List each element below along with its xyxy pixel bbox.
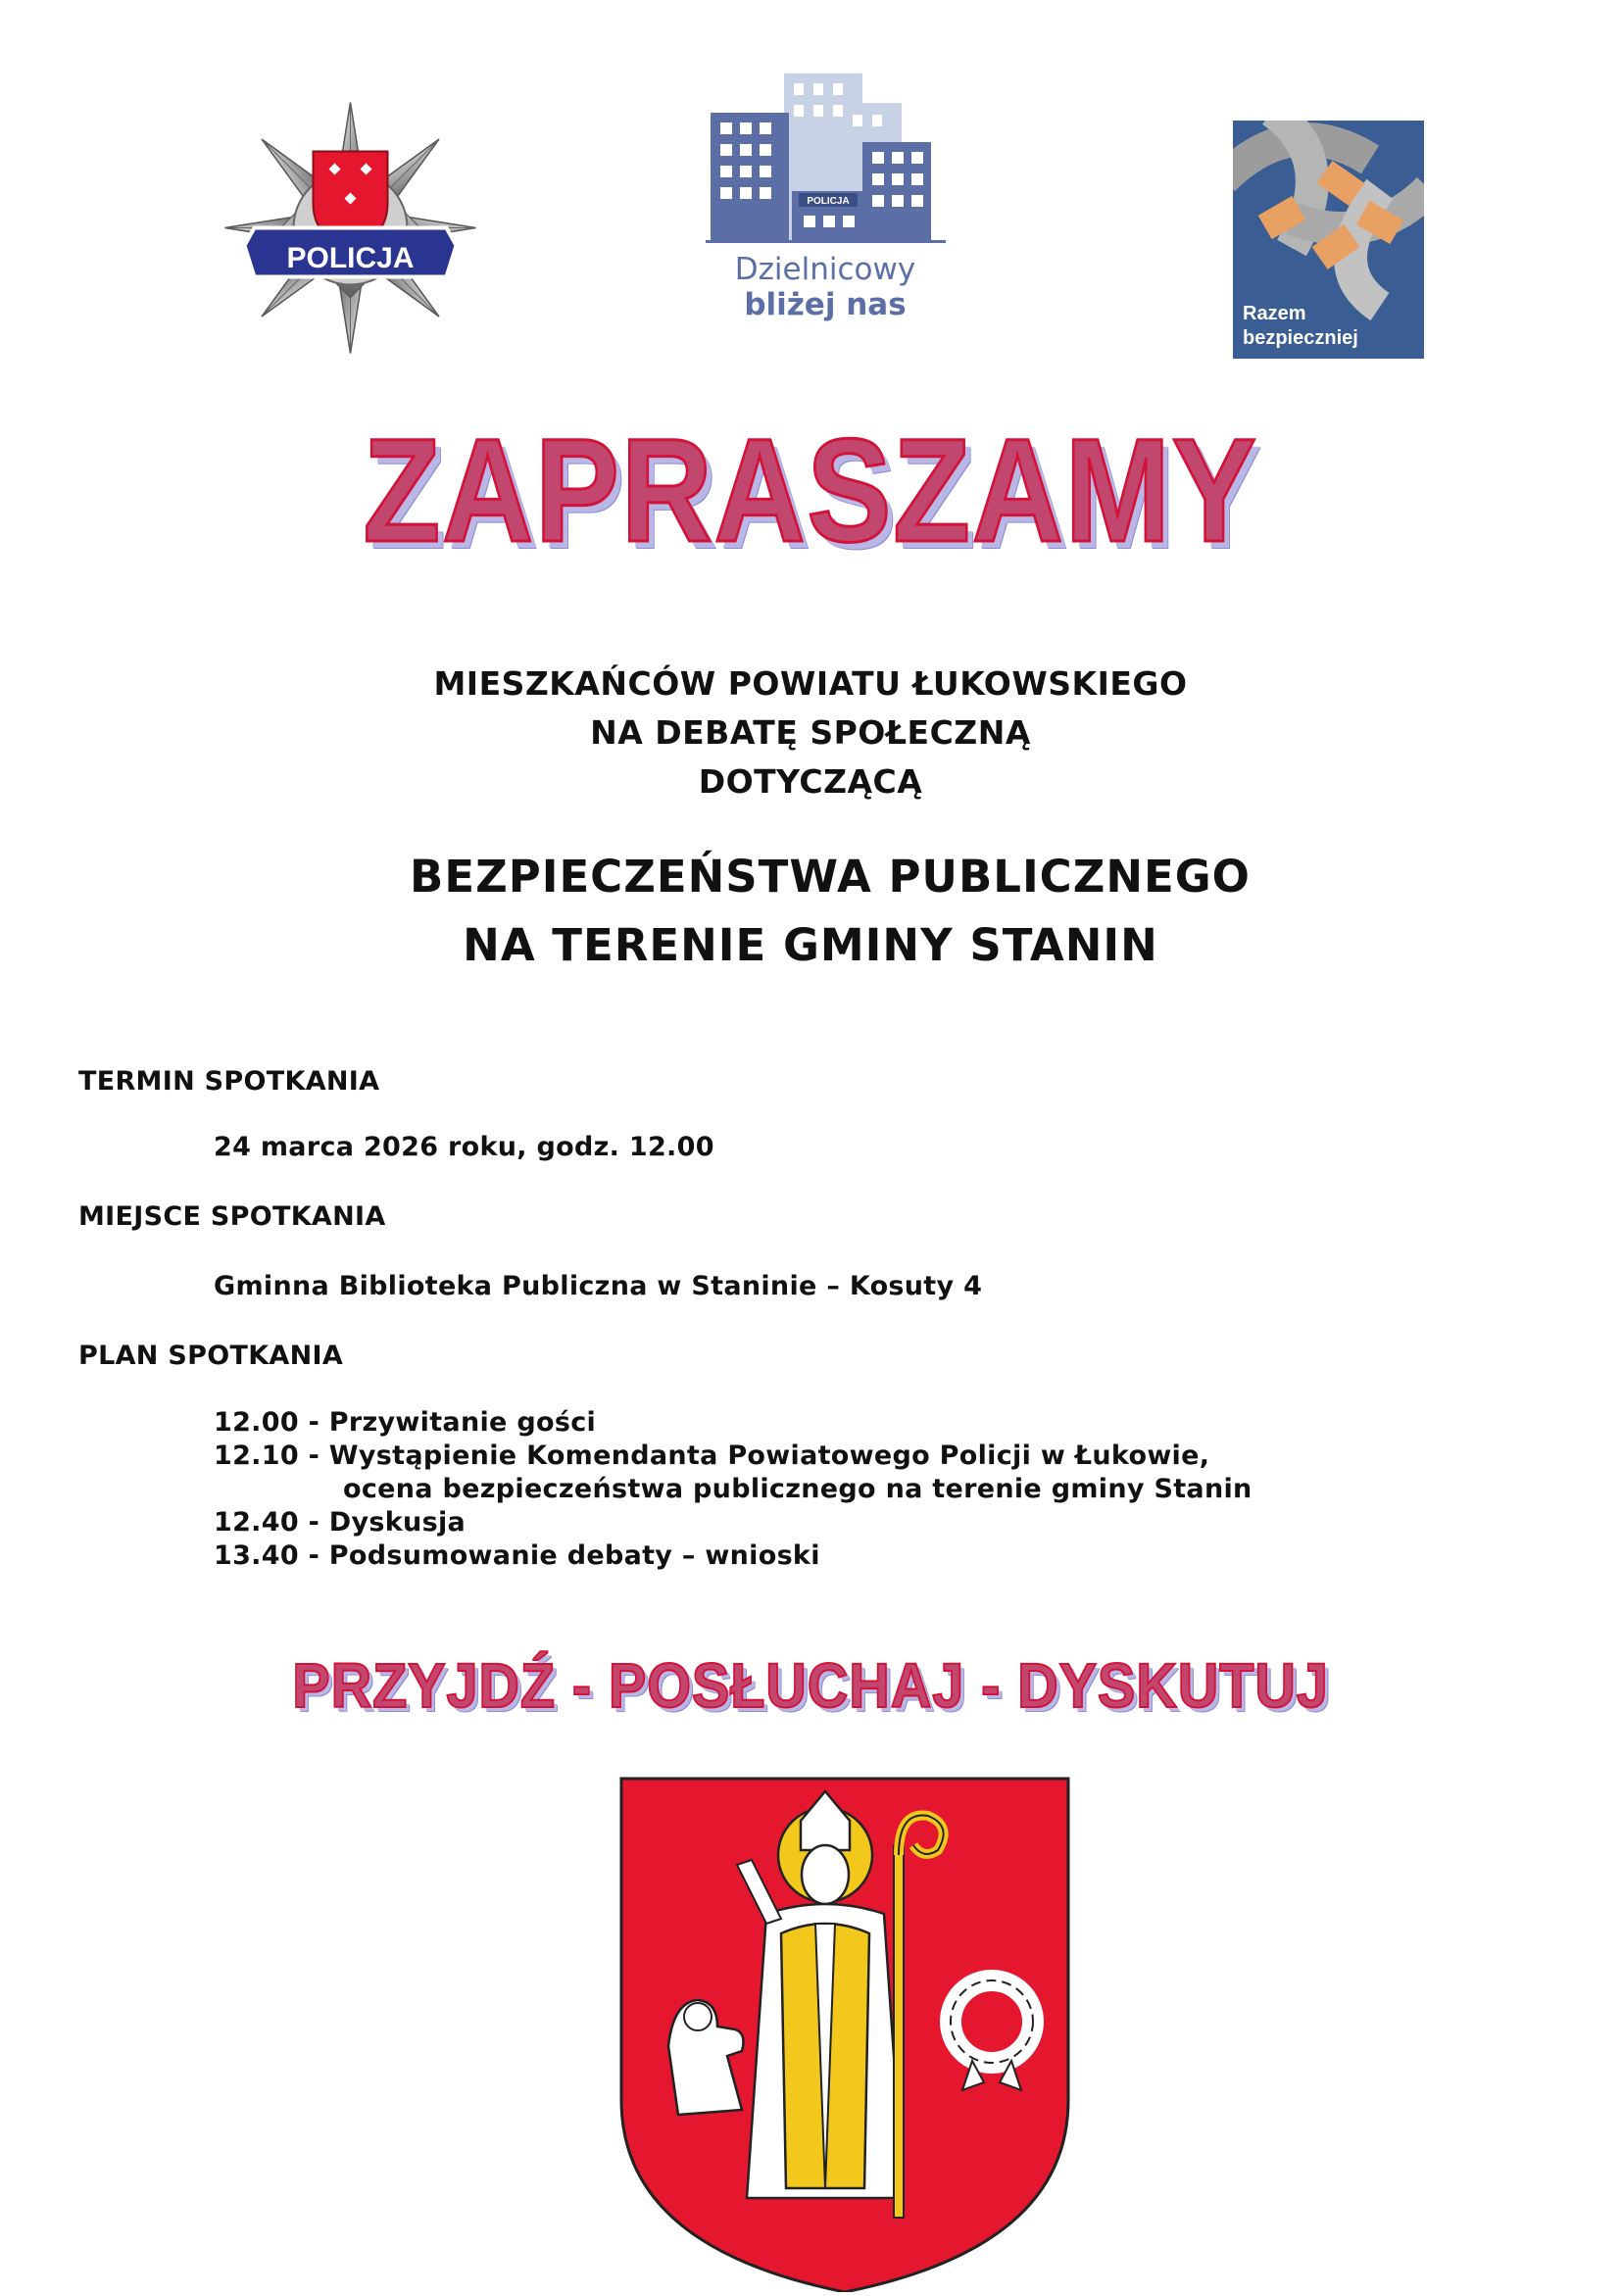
- invite-line-1: MIESZKAŃCÓW POWIATU ŁUKOWSKIEGO: [433, 664, 1188, 703]
- plan-label: PLAN SPOTKANIA: [78, 1341, 344, 1371]
- stanin-coat-of-arms: [619, 1777, 1070, 2292]
- termin-value: 24 marca 2026 roku, godz. 12.00: [214, 1132, 714, 1162]
- topic-line-1: BEZPIECZEŃSTWA PUBLICZNEGO: [410, 851, 1251, 903]
- interlocking-hands-icon: [1233, 121, 1424, 359]
- invite-line-3: DOTYCZĄCĄ: [698, 762, 923, 801]
- plan-item: 13.40 - Podsumowanie debaty – wnioski: [214, 1540, 820, 1571]
- police-logo: [221, 98, 480, 358]
- plan-item: 12.10 - Wystąpienie Komendanta Powiatowego Policji w Łukowie,: [214, 1441, 1210, 1471]
- plan-item: 12.40 - Dyskusja: [214, 1507, 467, 1538]
- police-star-icon: [221, 98, 480, 358]
- plan-item: 12.00 - Przywitanie gości: [214, 1407, 597, 1438]
- topic-line-2: NA TERENIE GMINY STANIN: [463, 919, 1158, 971]
- buildings-icon: [706, 64, 946, 333]
- dzielnicowy-logo: [706, 64, 946, 333]
- plan-item-continuation: ocena bezpieczeństwa publicznego na terenie gminy Stanin: [343, 1474, 1253, 1504]
- razem-bezpieczniej-logo: [1233, 121, 1424, 359]
- headline-zapraszamy: ZAPRASZAMY: [363, 408, 1258, 572]
- coat-of-arms-icon: [619, 1777, 1070, 2292]
- plan-list: [214, 1406, 1253, 1573]
- svg-text:bezpieczniej: bezpieczniej: [1243, 327, 1358, 349]
- svg-text:POLICJA: POLICJA: [286, 242, 415, 274]
- svg-text:POLICJA: POLICJA: [807, 196, 850, 207]
- miejsce-label: MIEJSCE SPOTKANIA: [78, 1201, 386, 1232]
- miejsce-value: Gminna Biblioteka Publiczna w Staninie – Kosuty 4: [214, 1271, 983, 1301]
- slogan: PRZYJDŹ - POSŁUCHAJ - DYSKUTUJ: [292, 1650, 1329, 1721]
- svg-text:Dzielnicowy: Dzielnicowy: [734, 252, 916, 287]
- termin-label: TERMIN SPOTKANIA: [78, 1066, 380, 1097]
- svg-text:bliżej nas: bliżej nas: [744, 287, 907, 322]
- invite-line-2: NA DEBATĘ SPOŁECZNĄ: [590, 713, 1031, 752]
- svg-text:Razem: Razem: [1243, 303, 1306, 324]
